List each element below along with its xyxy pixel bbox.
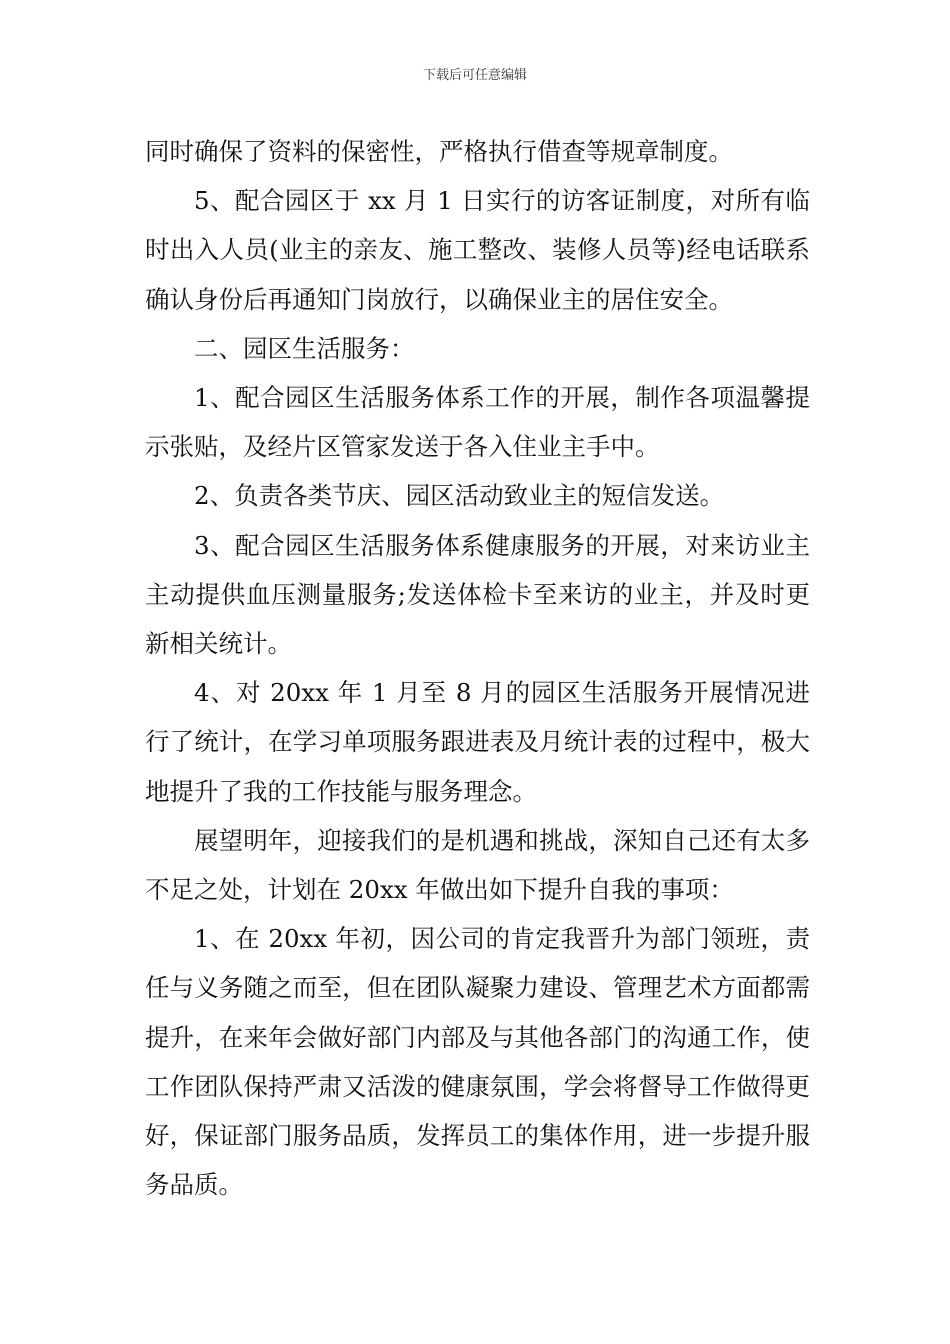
paragraph-continuation: 同时确保了资料的保密性，严格执行借查等规章制度。 — [145, 137, 733, 166]
paragraph-item-5-visitor-pass: 5、配合园区于 xx 月 1 日实行的访客证制度，对所有临时出入人员(业主的亲友、施工整改、装修人员等)经电话联系确认身份后再通知门岗放行，以确保业主的居住安全。 — [145, 186, 810, 314]
paragraph-item-4-statistics: 4、对 20xx 年 1 月至 8 月的园区生活服务开展情况进行了统计，在学习单项服务跟进表及月统计表的过程中，极大地提升了我的工作技能与服务理念。 — [145, 678, 810, 806]
document-body — [145, 127, 810, 1209]
paragraph-item-3-health-service: 3、配合园区生活服务体系健康服务的开展，对来访业主主动提供血压测量服务;发送体检卡至来访的业主，并及时更新相关统计。 — [145, 530, 810, 659]
paragraph-item-1-notices: 1、配合园区生活服务体系工作的开展，制作各项温馨提示张贴，及经片区管家发送于各入住业主手中。 — [145, 383, 810, 462]
section-heading-life-services: 二、园区生活服务： — [194, 333, 415, 363]
paragraph-outlook: 展望明年，迎接我们的是机遇和挑战，深知自己还有太多不足之处，计划在 20xx 年做出如下提升自我的事项： — [145, 825, 810, 905]
paragraph-item-2-sms: 2、负责各类节庆、园区活动致业主的短信发送。 — [194, 481, 725, 511]
paragraph-plan-item-1: 1、在 20xx 年初，因公司的肯定我晋升为部门领班，责任与义务随之而至，但在团队凝聚力建设、管理艺术方面都需提升，在来年会做好部门内部及与其他各部门的沟通工作，使工作团队保持严肃又活泼的健康氛围，学会将督导工作做得更好，保证部门服务品质，发挥员工的集体作用，进一步提升服务品质。 — [145, 924, 810, 1200]
header-note: 下载后可任意编辑 — [422, 68, 527, 83]
